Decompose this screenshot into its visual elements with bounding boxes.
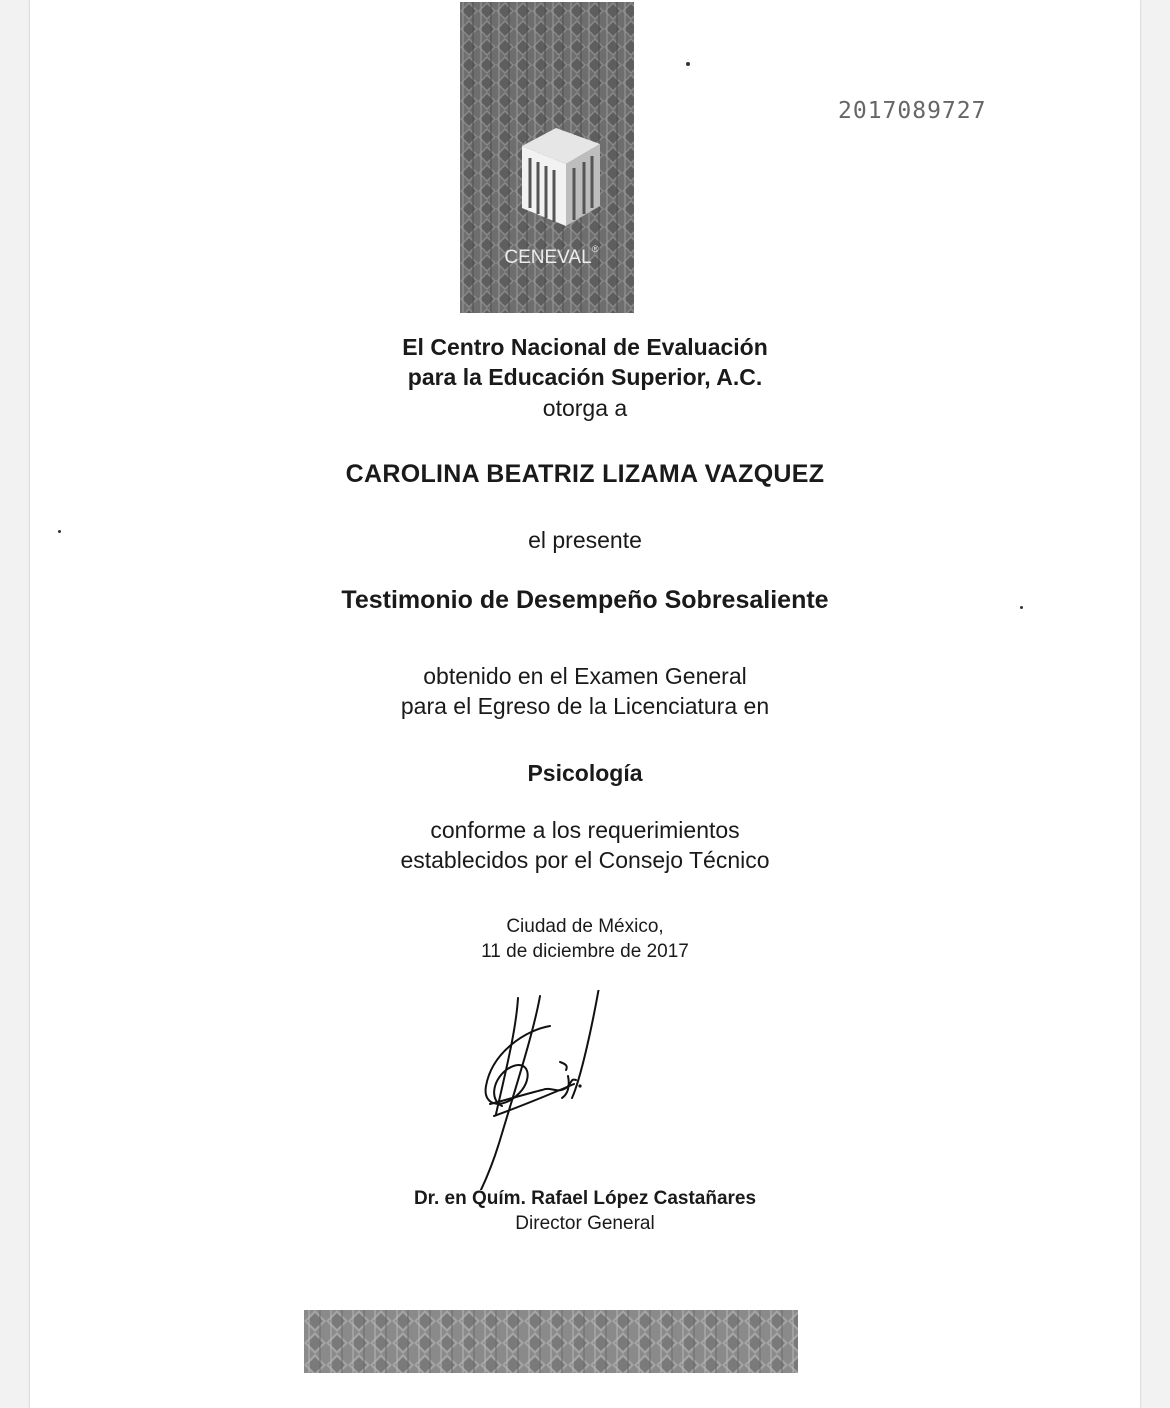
exam-line-2: para el Egreso de la Licenciatura en <box>400 693 770 719</box>
award-title: Testimonio de Desempeño Sobresaliente <box>341 586 829 614</box>
intro-text: el presente <box>528 527 642 553</box>
security-pattern-band <box>304 1310 798 1373</box>
exam-line-1: obtenido en el Examen General <box>423 663 747 689</box>
signature <box>456 990 616 1190</box>
date-text: 11 de diciembre de 2017 <box>481 941 689 962</box>
signatory-role: Director General <box>515 1213 655 1234</box>
compliance-line-2: establecidos por el Consejo Técnico <box>400 847 770 873</box>
scan-speck <box>686 62 690 66</box>
compliance-line-1: conforme a los requerimientos <box>430 817 740 843</box>
signatory-name: Dr. en Quím. Rafael López Castañares <box>413 1188 757 1209</box>
scan-speck <box>58 530 61 533</box>
degree-name: Psicología <box>527 760 643 786</box>
scan-speck <box>1020 606 1023 609</box>
recipient-name: CAROLINA BEATRIZ LIZAMA VAZQUEZ <box>345 460 825 488</box>
serial-number: 2017089727 <box>838 98 987 124</box>
ceneval-logo <box>460 2 634 313</box>
logo-wordmark: CENEVAL <box>504 247 592 268</box>
institution-line-2: para la Educación Superior, A.C. <box>407 364 763 390</box>
place-text: Ciudad de México, <box>506 916 664 937</box>
institution-line-1: El Centro Nacional de Evaluación <box>402 334 768 360</box>
institution-line-3: otorga a <box>542 395 628 421</box>
logo-registered-mark: ® <box>592 244 599 254</box>
